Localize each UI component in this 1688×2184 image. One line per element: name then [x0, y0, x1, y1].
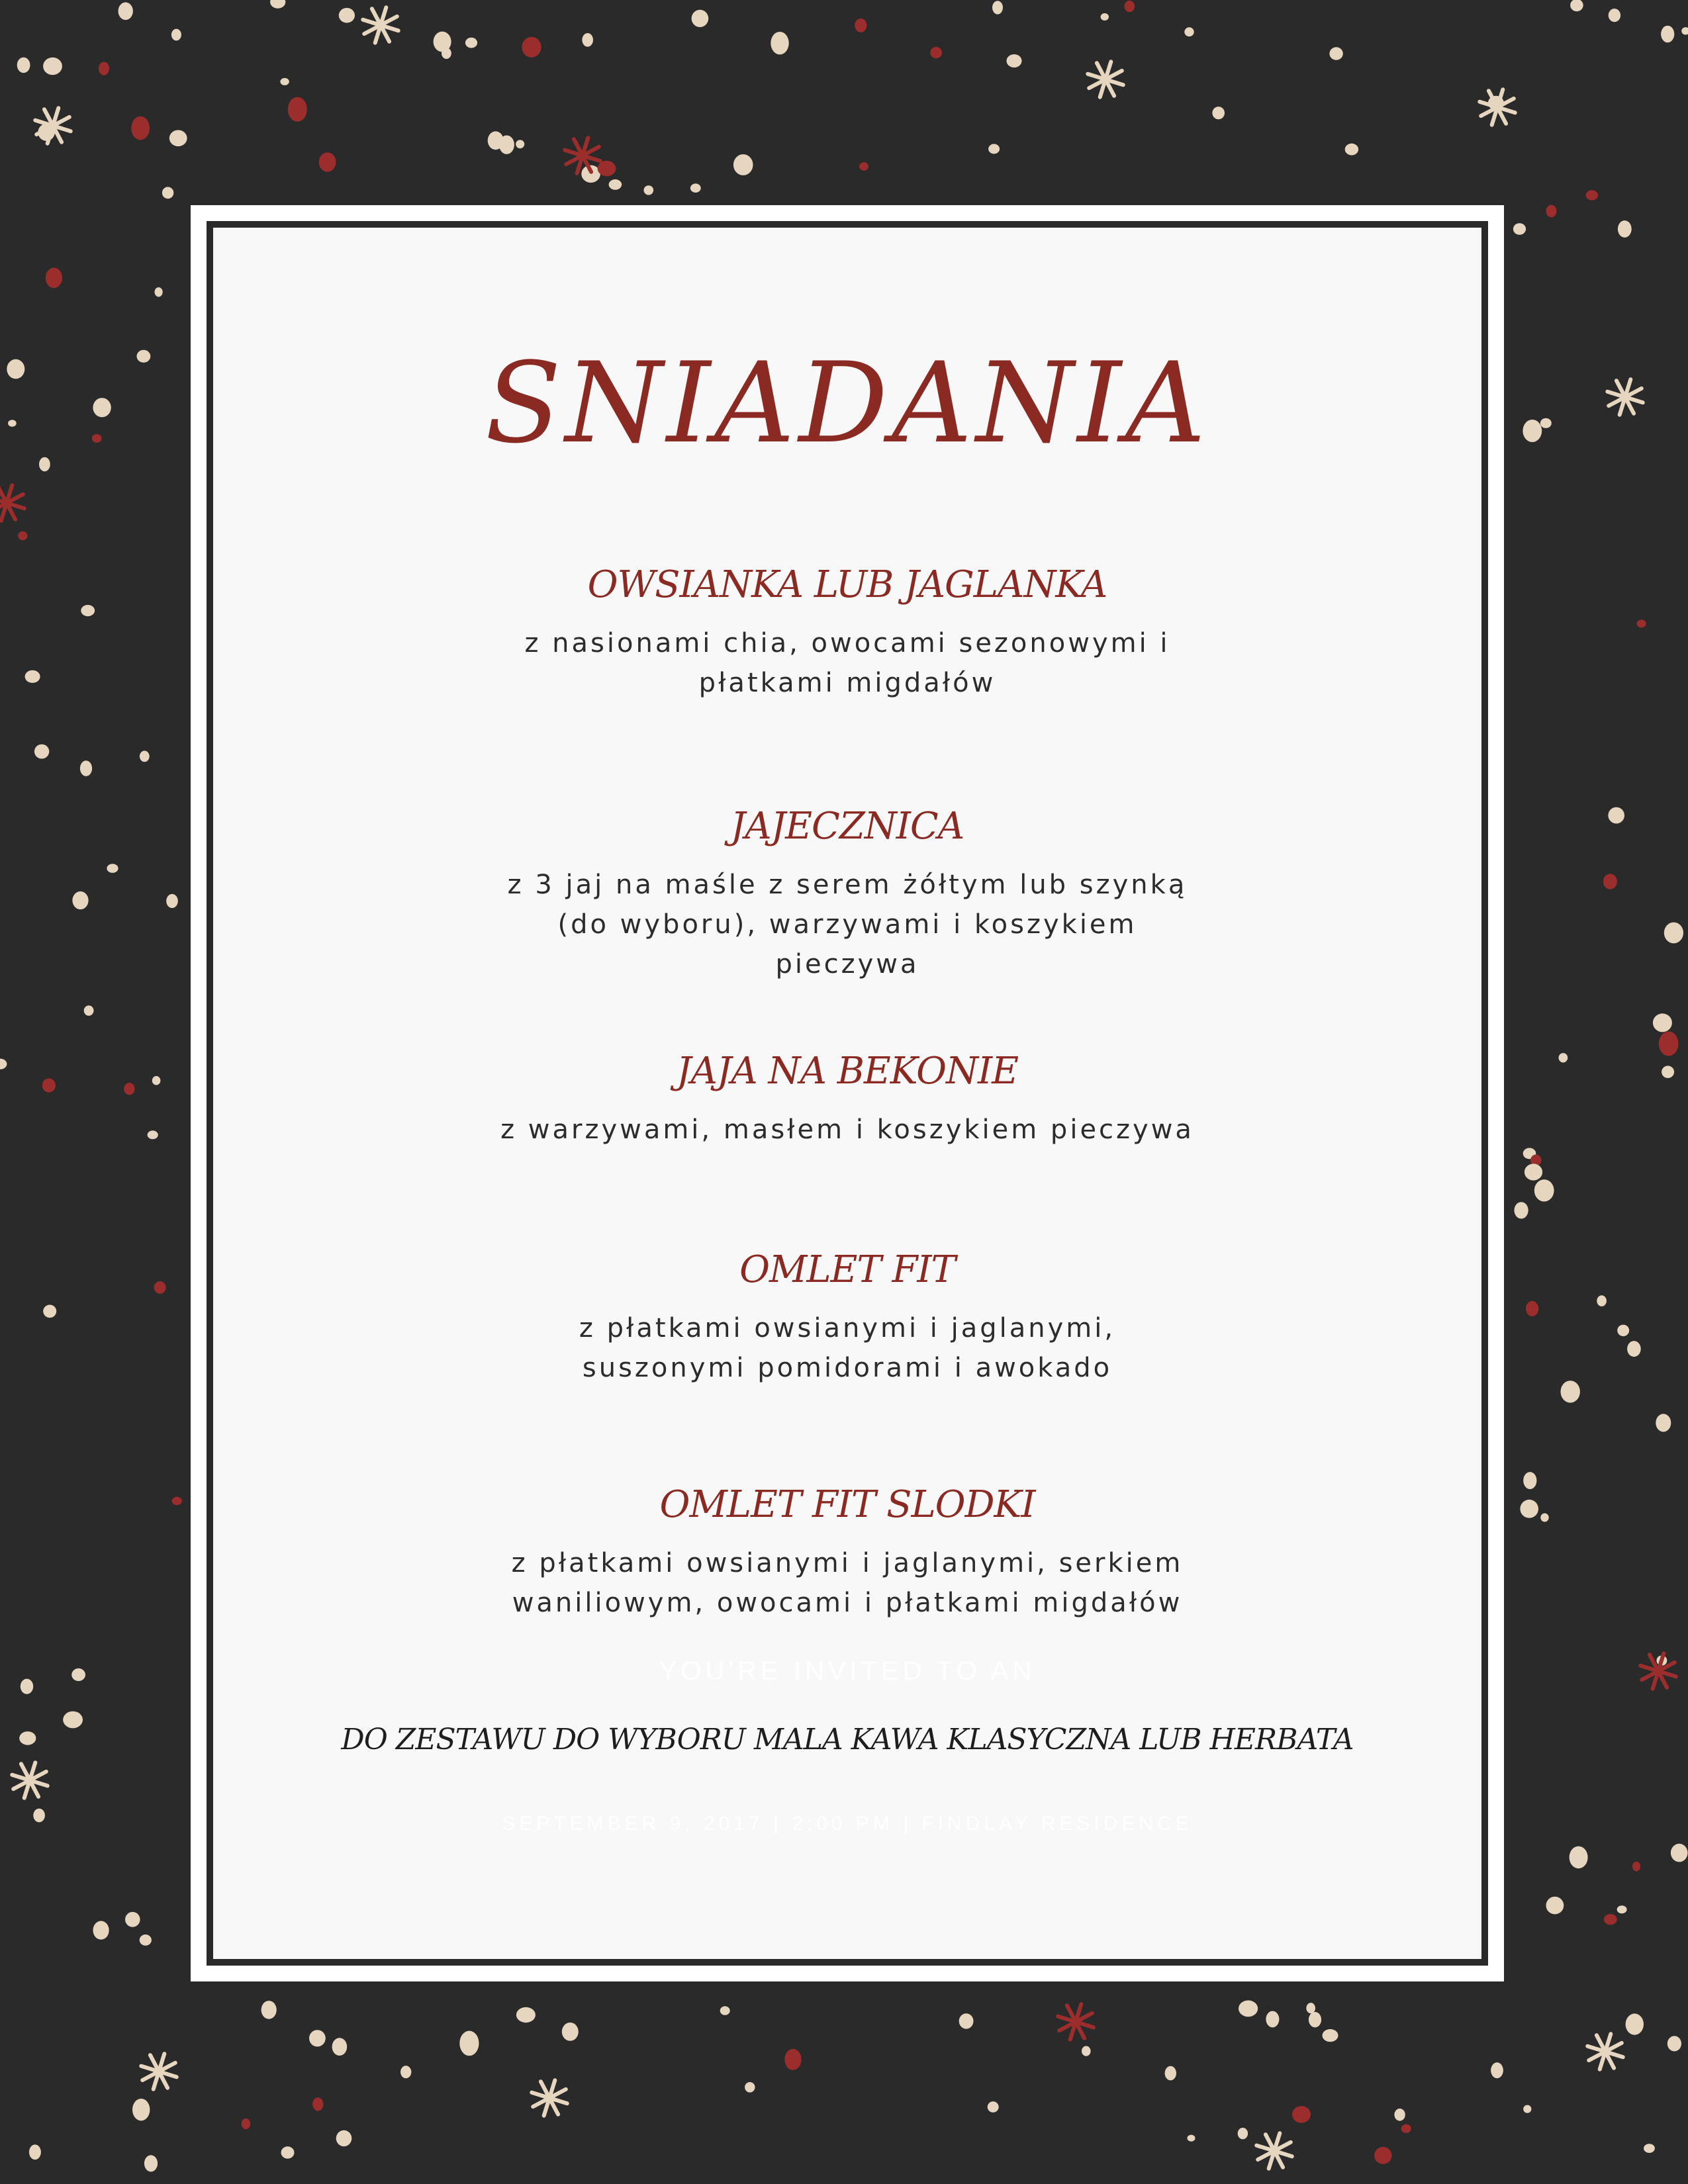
confetti-dot	[46, 268, 62, 289]
confetti-dot	[1632, 1862, 1640, 1872]
confetti-dot	[25, 670, 40, 683]
confetti-dot	[144, 2155, 158, 2171]
confetti-dot	[1644, 2144, 1655, 2153]
confetti-dot	[312, 2097, 323, 2111]
confetti-dot	[1662, 1066, 1674, 1078]
confetti-star-icon	[12, 1762, 47, 1797]
confetti-dot	[1546, 1897, 1564, 1915]
confetti-dot	[18, 531, 27, 541]
menu-content	[224, 239, 1470, 1948]
menu-card	[191, 205, 1504, 1981]
confetti-dot	[1345, 144, 1358, 156]
confetti-dot	[1618, 220, 1632, 238]
confetti-dot	[1659, 1031, 1679, 1056]
confetti-dot	[33, 1809, 45, 1823]
confetti-dot	[1603, 874, 1617, 889]
confetti-dot	[1586, 190, 1598, 200]
confetti-dot	[1540, 418, 1552, 428]
confetti-dot	[7, 359, 24, 379]
confetti-dot	[270, 0, 285, 9]
confetti-dot	[1165, 2066, 1176, 2081]
confetti-dot	[771, 32, 788, 54]
confetti-dot	[720, 2006, 730, 2015]
menu-item	[224, 563, 1470, 703]
confetti-dot	[137, 350, 151, 363]
confetti-dot	[43, 1305, 56, 1318]
confetti-dot	[162, 187, 173, 199]
confetti-dot	[1401, 2124, 1411, 2133]
confetti-dot	[459, 2031, 479, 2056]
confetti-dot	[1627, 1341, 1641, 1357]
confetti-dot	[1523, 2105, 1531, 2113]
confetti-star-icon	[532, 2080, 567, 2115]
confetti-dot	[339, 8, 355, 23]
confetti-dot	[332, 2038, 348, 2056]
confetti-dot	[171, 29, 181, 41]
confetti-dot	[1617, 1905, 1627, 1913]
confetti-dot	[959, 2013, 974, 2028]
confetti-dot	[281, 2146, 295, 2158]
confetti-dot	[1515, 1202, 1528, 1218]
confetti-dot	[1101, 13, 1109, 21]
confetti-dot	[784, 2049, 801, 2070]
confetti-dot	[692, 10, 709, 27]
menu-item-name: JAJA NA BEKONIE	[676, 1050, 1019, 1093]
confetti-dot	[1184, 27, 1194, 36]
menu-item-name: OMLET FIT SLODKI	[659, 1483, 1035, 1526]
confetti-dot	[1491, 2062, 1503, 2078]
confetti-dot	[1604, 1914, 1617, 1925]
confetti-dot	[1323, 2029, 1338, 2042]
confetti-dot	[107, 864, 118, 873]
confetti-dot	[169, 130, 187, 147]
confetti-dot	[118, 2, 133, 20]
confetti-dot	[1637, 619, 1646, 627]
menu-item-description: z płatkami owsianymi i jaglanymi, suszonymi pomidorami i awokado	[579, 1313, 1116, 1383]
confetti-dot	[140, 751, 150, 762]
confetti-dot	[1661, 26, 1674, 43]
confetti-dot	[81, 605, 95, 616]
confetti-dot	[1082, 2046, 1091, 2056]
confetti-dot	[465, 38, 477, 48]
confetti-dot	[1306, 2003, 1315, 2013]
confetti-dot	[1540, 1514, 1548, 1522]
confetti-dot	[1520, 1500, 1538, 1518]
confetti-dot	[140, 1934, 152, 1946]
confetti-dot	[148, 1130, 158, 1139]
confetti-dot	[1309, 2012, 1321, 2027]
confetti-dot	[1597, 1295, 1607, 1306]
confetti-dot	[280, 78, 289, 85]
confetti-dot	[1329, 47, 1342, 60]
confetti-dot	[992, 1, 1003, 14]
confetti-dot	[242, 2118, 250, 2129]
confetti-dot	[562, 2023, 579, 2041]
confetti-dot	[1212, 107, 1225, 119]
menu-item	[224, 805, 1470, 984]
confetti-star-icon	[1587, 2034, 1622, 2069]
confetti-dot	[859, 162, 868, 170]
menu-item-description: z warzywami, masłem i koszykiem pieczywa	[500, 1115, 1194, 1145]
confetti-dot	[1523, 1472, 1536, 1489]
confetti-dot	[644, 185, 654, 195]
menu-item-name: OWSIANKA LUB JAGLANKA	[587, 563, 1107, 606]
confetti-dot	[1626, 2014, 1644, 2035]
confetti-dot	[1524, 1163, 1542, 1180]
menu-item-description: z nasionami chia, owocami sezonowymi i płatkami migdałów	[524, 628, 1170, 698]
confetti-dot	[92, 434, 102, 443]
confetti-dot	[522, 37, 541, 58]
confetti-dot	[84, 1005, 94, 1015]
confetti-dot	[63, 1711, 83, 1729]
confetti-dot	[155, 287, 163, 296]
confetti-dot	[132, 2099, 150, 2120]
confetti-dot	[124, 1083, 134, 1095]
confetti-dot	[131, 116, 150, 140]
confetti-dot	[1561, 1381, 1580, 1402]
confetti-dot	[93, 398, 111, 417]
confetti-dot	[1570, 0, 1583, 11]
confetti-dot	[598, 161, 616, 176]
confetti-dot	[930, 47, 942, 58]
confetti-dot	[400, 2066, 411, 2078]
menu-item-name: OMLET FIT	[739, 1248, 955, 1291]
confetti-dot	[1523, 420, 1542, 442]
confetti-dot	[690, 183, 701, 193]
menu-title: SNIADANIA	[485, 338, 1210, 468]
confetti-dot	[1671, 1844, 1688, 1862]
confetti-star-icon	[1607, 379, 1642, 414]
confetti-dot	[17, 58, 30, 73]
confetti-dot	[1656, 1414, 1671, 1432]
confetti-dot	[988, 2101, 999, 2113]
confetti-dot	[72, 891, 88, 909]
confetti-dot	[154, 1281, 166, 1294]
confetti-dot	[21, 1679, 33, 1694]
confetti-dot	[1667, 2036, 1681, 2051]
confetti-dot	[261, 2001, 277, 2019]
confetti-dot	[1608, 807, 1624, 824]
confetti-dot	[609, 179, 622, 190]
confetti-dot	[582, 33, 593, 47]
confetti-dot	[99, 62, 109, 75]
confetti-dot	[1125, 1, 1135, 12]
confetti-dot	[1007, 54, 1022, 68]
confetti-dot	[516, 140, 524, 148]
confetti-dot	[1617, 1325, 1629, 1336]
confetti-dot	[172, 1497, 182, 1506]
confetti-dot	[855, 19, 867, 32]
confetti-dot	[166, 894, 178, 908]
confetti-dot	[1238, 2128, 1248, 2139]
confetti-dot	[745, 2082, 755, 2093]
confetti-dot	[8, 420, 17, 426]
confetti-star-icon	[1256, 2133, 1291, 2168]
confetti-dot	[43, 58, 62, 75]
menu-item	[224, 1050, 1470, 1150]
confetti-dot	[42, 1078, 56, 1092]
menu-item	[224, 1483, 1470, 1623]
menu-item-description: z 3 jaj na maśle z serem żółtym lub szynką (do wyboru), warzywami i koszykiem pieczywa	[507, 870, 1188, 979]
confetti-dot	[1526, 1301, 1538, 1316]
confetti-star-icon	[363, 7, 398, 42]
confetti-dot	[319, 152, 336, 171]
confetti-star-icon	[1058, 2004, 1093, 2039]
confetti-dot	[516, 2007, 536, 2023]
confetti-dot	[733, 154, 753, 175]
confetti-dot	[1653, 1013, 1672, 1032]
confetti-star-icon	[0, 485, 24, 520]
confetti-dot	[309, 2030, 326, 2046]
confetti-dot	[1609, 9, 1620, 22]
confetti-dot	[1394, 2109, 1405, 2121]
confetti-star-icon	[141, 2054, 176, 2089]
confetti-dot	[1570, 1846, 1588, 1869]
confetti-dot	[93, 1921, 109, 1940]
confetti-dot	[1266, 2011, 1279, 2028]
menu-card-border	[207, 221, 1488, 1966]
confetti-dot	[0, 1059, 7, 1069]
menu-card-inner	[224, 239, 1470, 1948]
confetti-dot	[988, 144, 1000, 154]
confetti-dot	[71, 1668, 85, 1681]
confetti-dot	[1239, 2001, 1258, 2017]
confetti-dot	[1664, 923, 1683, 944]
confetti-dot	[80, 760, 92, 776]
confetti-dot	[152, 1076, 161, 1085]
ghost-invite-text: YOU'RE INVITED TO AN	[659, 1657, 1036, 1686]
confetti-dot	[125, 1912, 140, 1927]
confetti-dot	[1513, 223, 1526, 235]
confetti-dot	[34, 745, 49, 759]
confetti-dot	[288, 97, 307, 122]
confetti-dot	[1681, 27, 1688, 34]
menu-item-description: z płatkami owsianymi i jaglanymi, serkiem waniliowym, owocami i płatkami migdałów	[511, 1548, 1184, 1618]
confetti-dot	[1534, 1179, 1554, 1201]
confetti-dot	[488, 131, 504, 150]
footer-note: DO ZESTAWU DO WYBORU MALA KAWA KLASYCZNA LUB HERBATA	[341, 1723, 1354, 1756]
confetti-dot	[19, 1731, 36, 1745]
confetti-dot	[1546, 205, 1557, 218]
confetti-dot	[1374, 2147, 1391, 2164]
confetti-dot	[1188, 2135, 1196, 2142]
confetti-dot	[39, 457, 50, 472]
confetti-dot	[336, 2130, 352, 2146]
confetti-star-icon	[1088, 62, 1123, 97]
confetti-dot	[434, 32, 451, 52]
ghost-event-details: SEPTEMBER 9, 2017 | 2:00 PM | FINDLAY RESIDENCE	[502, 1813, 1193, 1835]
menu-item	[224, 1248, 1470, 1388]
confetti-dot	[29, 2144, 41, 2160]
menu-item-name: JAJECZNICA	[730, 805, 964, 848]
confetti-dot	[1559, 1053, 1568, 1062]
confetti-dot	[1292, 2106, 1311, 2123]
confetti-star-icon	[1479, 89, 1515, 124]
